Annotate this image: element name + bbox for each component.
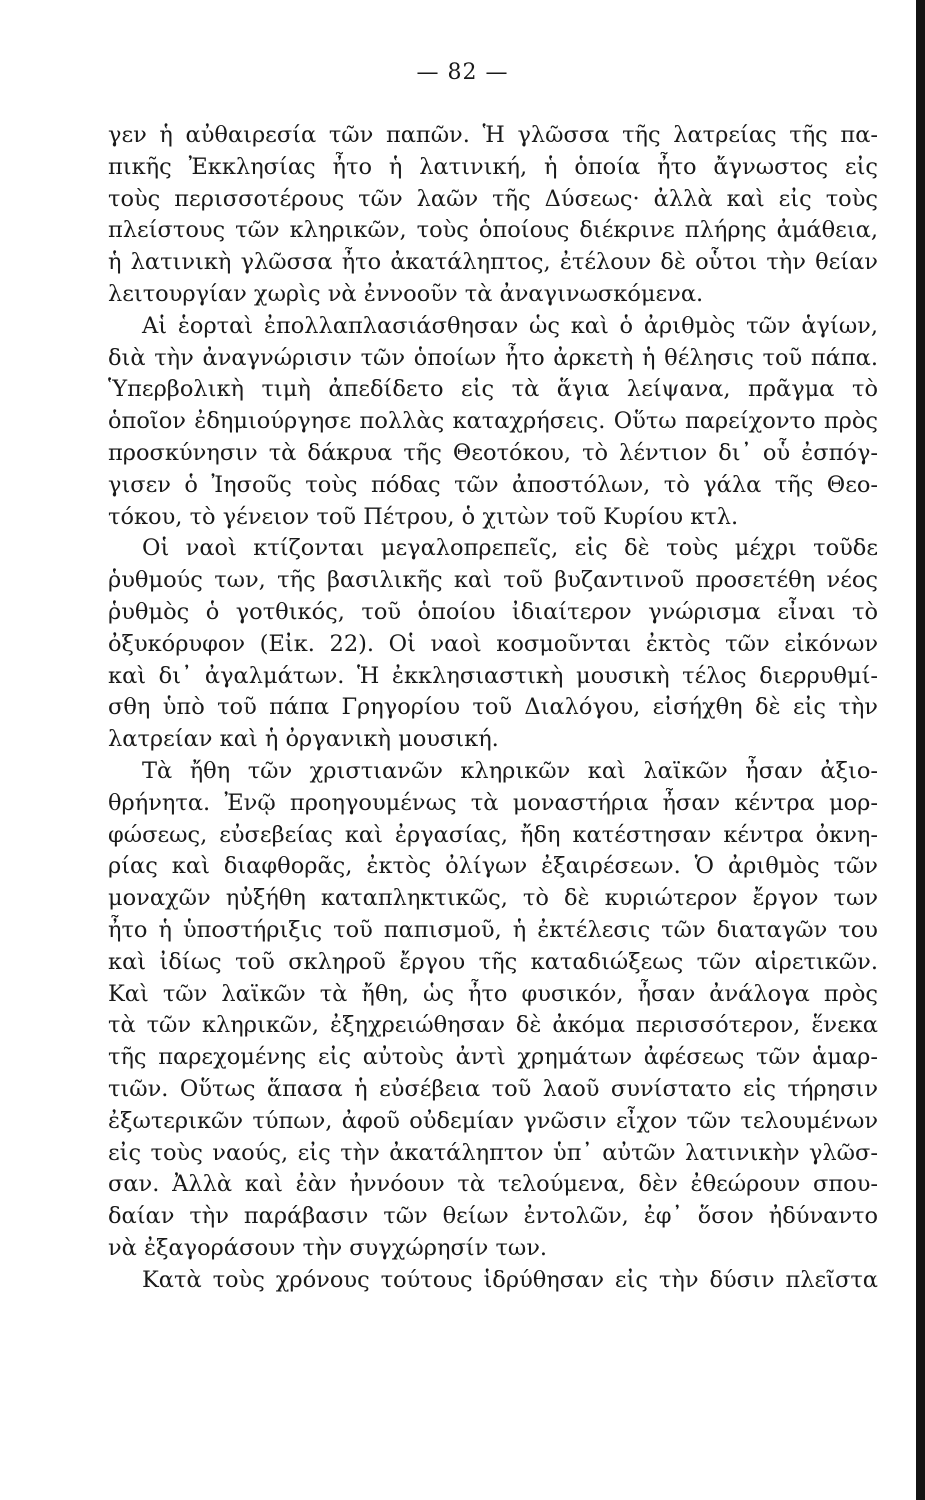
text-line: Αἱ ἑορταὶ ἐπολλαπλασιάσθησαν ὡς καὶ ὁ ἀριθμὸς τῶν ἁγίων, xyxy=(142,312,878,339)
text-line: προσκύνησιν τὰ δάκρυα τῆς Θεοτόκου, τὸ λέντιον δι᾿ οὗ ἐσπόγ- xyxy=(108,439,878,466)
text-line: εἰς τοὺς ναούς, εἰς τὴν ἀκατάληπτον ὑπ᾿ αὐτῶν λατινικὴν γλῶσ- xyxy=(108,1139,878,1166)
text-line: δαίαν τὴν παράβασιν τῶν θείων ἐντολῶν, ἐφ᾿ ὅσον ἠδύναντο xyxy=(108,1203,878,1230)
text-line: διὰ τὴν ἀναγνώρισιν τῶν ὁποίων ἦτο ἀρκετὴ ἡ θέλησις τοῦ πάπα. xyxy=(108,344,878,371)
text-line: νὰ ἐξαγοράσουν τὴν συγχώρησίν των. xyxy=(108,1234,548,1261)
text-line: Καὶ τῶν λαϊκῶν τὰ ἤθη, ὡς ἦτο φυσικόν, ἦσαν ἀνάλογα πρὸς xyxy=(108,980,878,1007)
text-line: λειτουργίαν χωρὶς νὰ ἐννοοῦν τὰ ἀναγινωσκόμενα. xyxy=(108,280,704,307)
text-line: ῥυθμούς των, τῆς βασιλικῆς καὶ τοῦ βυζαντινοῦ προσετέθη νέος xyxy=(108,567,878,594)
text-line: σθη ὑπὸ τοῦ πάπα Γρηγορίου τοῦ Διαλόγου, εἰσήχθη δὲ εἰς τὴν xyxy=(108,694,878,721)
text-line: πικῆς Ἐκκλησίας ἦτο ἡ λατινική, ἡ ὁποία ἦτο ἄγνωστος εἰς xyxy=(108,153,878,180)
text-line: τὰ τῶν κληρικῶν, ἐξηχρειώθησαν δὲ ἀκόμα περισσότερον, ἕνεκα xyxy=(108,1012,878,1039)
text-line: Κατὰ τοὺς χρόνους τούτους ἱδρύθησαν εἰς τὴν δύσιν πλεῖστα xyxy=(142,1266,878,1293)
text-line: φώσεως, εὐσεβείας καὶ ἐργασίας, ἤδη κατέστησαν κέντρα ὀκνη- xyxy=(108,821,878,848)
text-line: καὶ δι᾿ ἀγαλμάτων. Ἡ ἐκκλησιαστικὴ μουσικὴ τέλος διερρυθμί- xyxy=(108,662,878,689)
text-line: ρίας καὶ διαφθορᾶς, ἐκτὸς ὀλίγων ἐξαιρέσεων. Ὁ ἀριθμὸς τῶν xyxy=(108,853,878,880)
text-line: τοὺς περισσοτέρους τῶν λαῶν τῆς Δύσεως· ἀλλὰ καὶ εἰς τοὺς xyxy=(108,185,878,212)
text-line: Τὰ ἤθη τῶν χριστιανῶν κληρικῶν καὶ λαϊκῶν ἦσαν ἀξιο- xyxy=(142,757,878,784)
text-line: τῆς παρεχομένης εἰς αὐτοὺς ἀντὶ χρημάτων ἀφέσεως τῶν ἁμαρ- xyxy=(108,1044,878,1071)
text-line: μοναχῶν ηὐξήθη καταπληκτικῶς, τὸ δὲ κυριώτερον ἔργον των xyxy=(108,885,878,912)
text-line: πλείστους τῶν κληρικῶν, τοὺς ὁποίους διέκρινε πλήρης ἀμάθεια, xyxy=(108,217,878,244)
text-line: ἦτο ἡ ὑποστήριξις τοῦ παπισμοῦ, ἡ ἐκτέλεσις τῶν διαταγῶν του xyxy=(108,916,878,943)
text-line: ἡ λατινικὴ γλῶσσα ἦτο ἀκατάληπτος, ἐτέλουν δὲ οὗτοι τὴν θείαν xyxy=(108,249,878,276)
text-line: σαν. Ἀλλὰ καὶ ἐὰν ἠννόουν τὰ τελούμενα, δὲν ἐθεώρουν σπου- xyxy=(108,1171,878,1198)
text-line: ὁποῖον ἐδημιούργησε πολλὰς καταχρήσεις. Οὕτω παρείχοντο πρὸς xyxy=(108,408,878,435)
text-line: τιῶν. Οὕτως ἅπασα ἡ εὐσέβεια τοῦ λαοῦ συνίστατο εἰς τήρησιν xyxy=(108,1075,878,1102)
body-text xyxy=(108,120,878,1296)
text-line: ῥυθμὸς ὁ γοτθικός, τοῦ ὁποίου ἰδιαίτερον γνώρισμα εἶναι τὸ xyxy=(108,598,878,625)
text-line: ὀξυκόρυφον (Εἰκ. 22). Οἱ ναοὶ κοσμοῦνται ἐκτὸς τῶν εἰκόνων xyxy=(108,630,878,657)
text-line: Ὑπερβολικὴ τιμὴ ἀπεδίδετο εἰς τὰ ἅγια λείψανα, πρᾶγμα τὸ xyxy=(108,376,878,403)
text-line: γεν ἡ αὐθαιρεσία τῶν παπῶν. Ἡ γλῶσσα τῆς λατρείας τῆς πα- xyxy=(108,122,878,148)
text-line: Οἱ ναοὶ κτίζονται μεγαλοπρεπεῖς, εἰς δὲ τοὺς μέχρι τοῦδε xyxy=(142,535,878,562)
text-line: λατρείαν καὶ ἡ ὀργανικὴ μουσική. xyxy=(108,726,499,753)
text-line: τόκου, τὸ γένειον τοῦ Πέτρου, ὁ χιτὼν τοῦ Κυρίου κτλ. xyxy=(108,503,739,530)
page-number: — 82 — xyxy=(416,60,509,85)
text-line: καὶ ἰδίως τοῦ σκληροῦ ἔργου τῆς καταδιώξεως τῶν αἱρετικῶν. xyxy=(108,948,878,975)
text-line: γισεν ὁ Ἰησοῦς τοὺς πόδας τῶν ἀποστόλων, τὸ γάλα τῆς Θεο- xyxy=(108,471,878,498)
text-line: ἐξωτερικῶν τύπων, ἀφοῦ οὐδεμίαν γνῶσιν εἶχον τῶν τελουμένων xyxy=(108,1107,878,1134)
text-line: θρήνητα. Ἐνῷ προηγουμένως τὰ μοναστήρια ἦσαν κέντρα μορ- xyxy=(108,789,878,816)
page-edge-shadow xyxy=(916,0,925,1500)
